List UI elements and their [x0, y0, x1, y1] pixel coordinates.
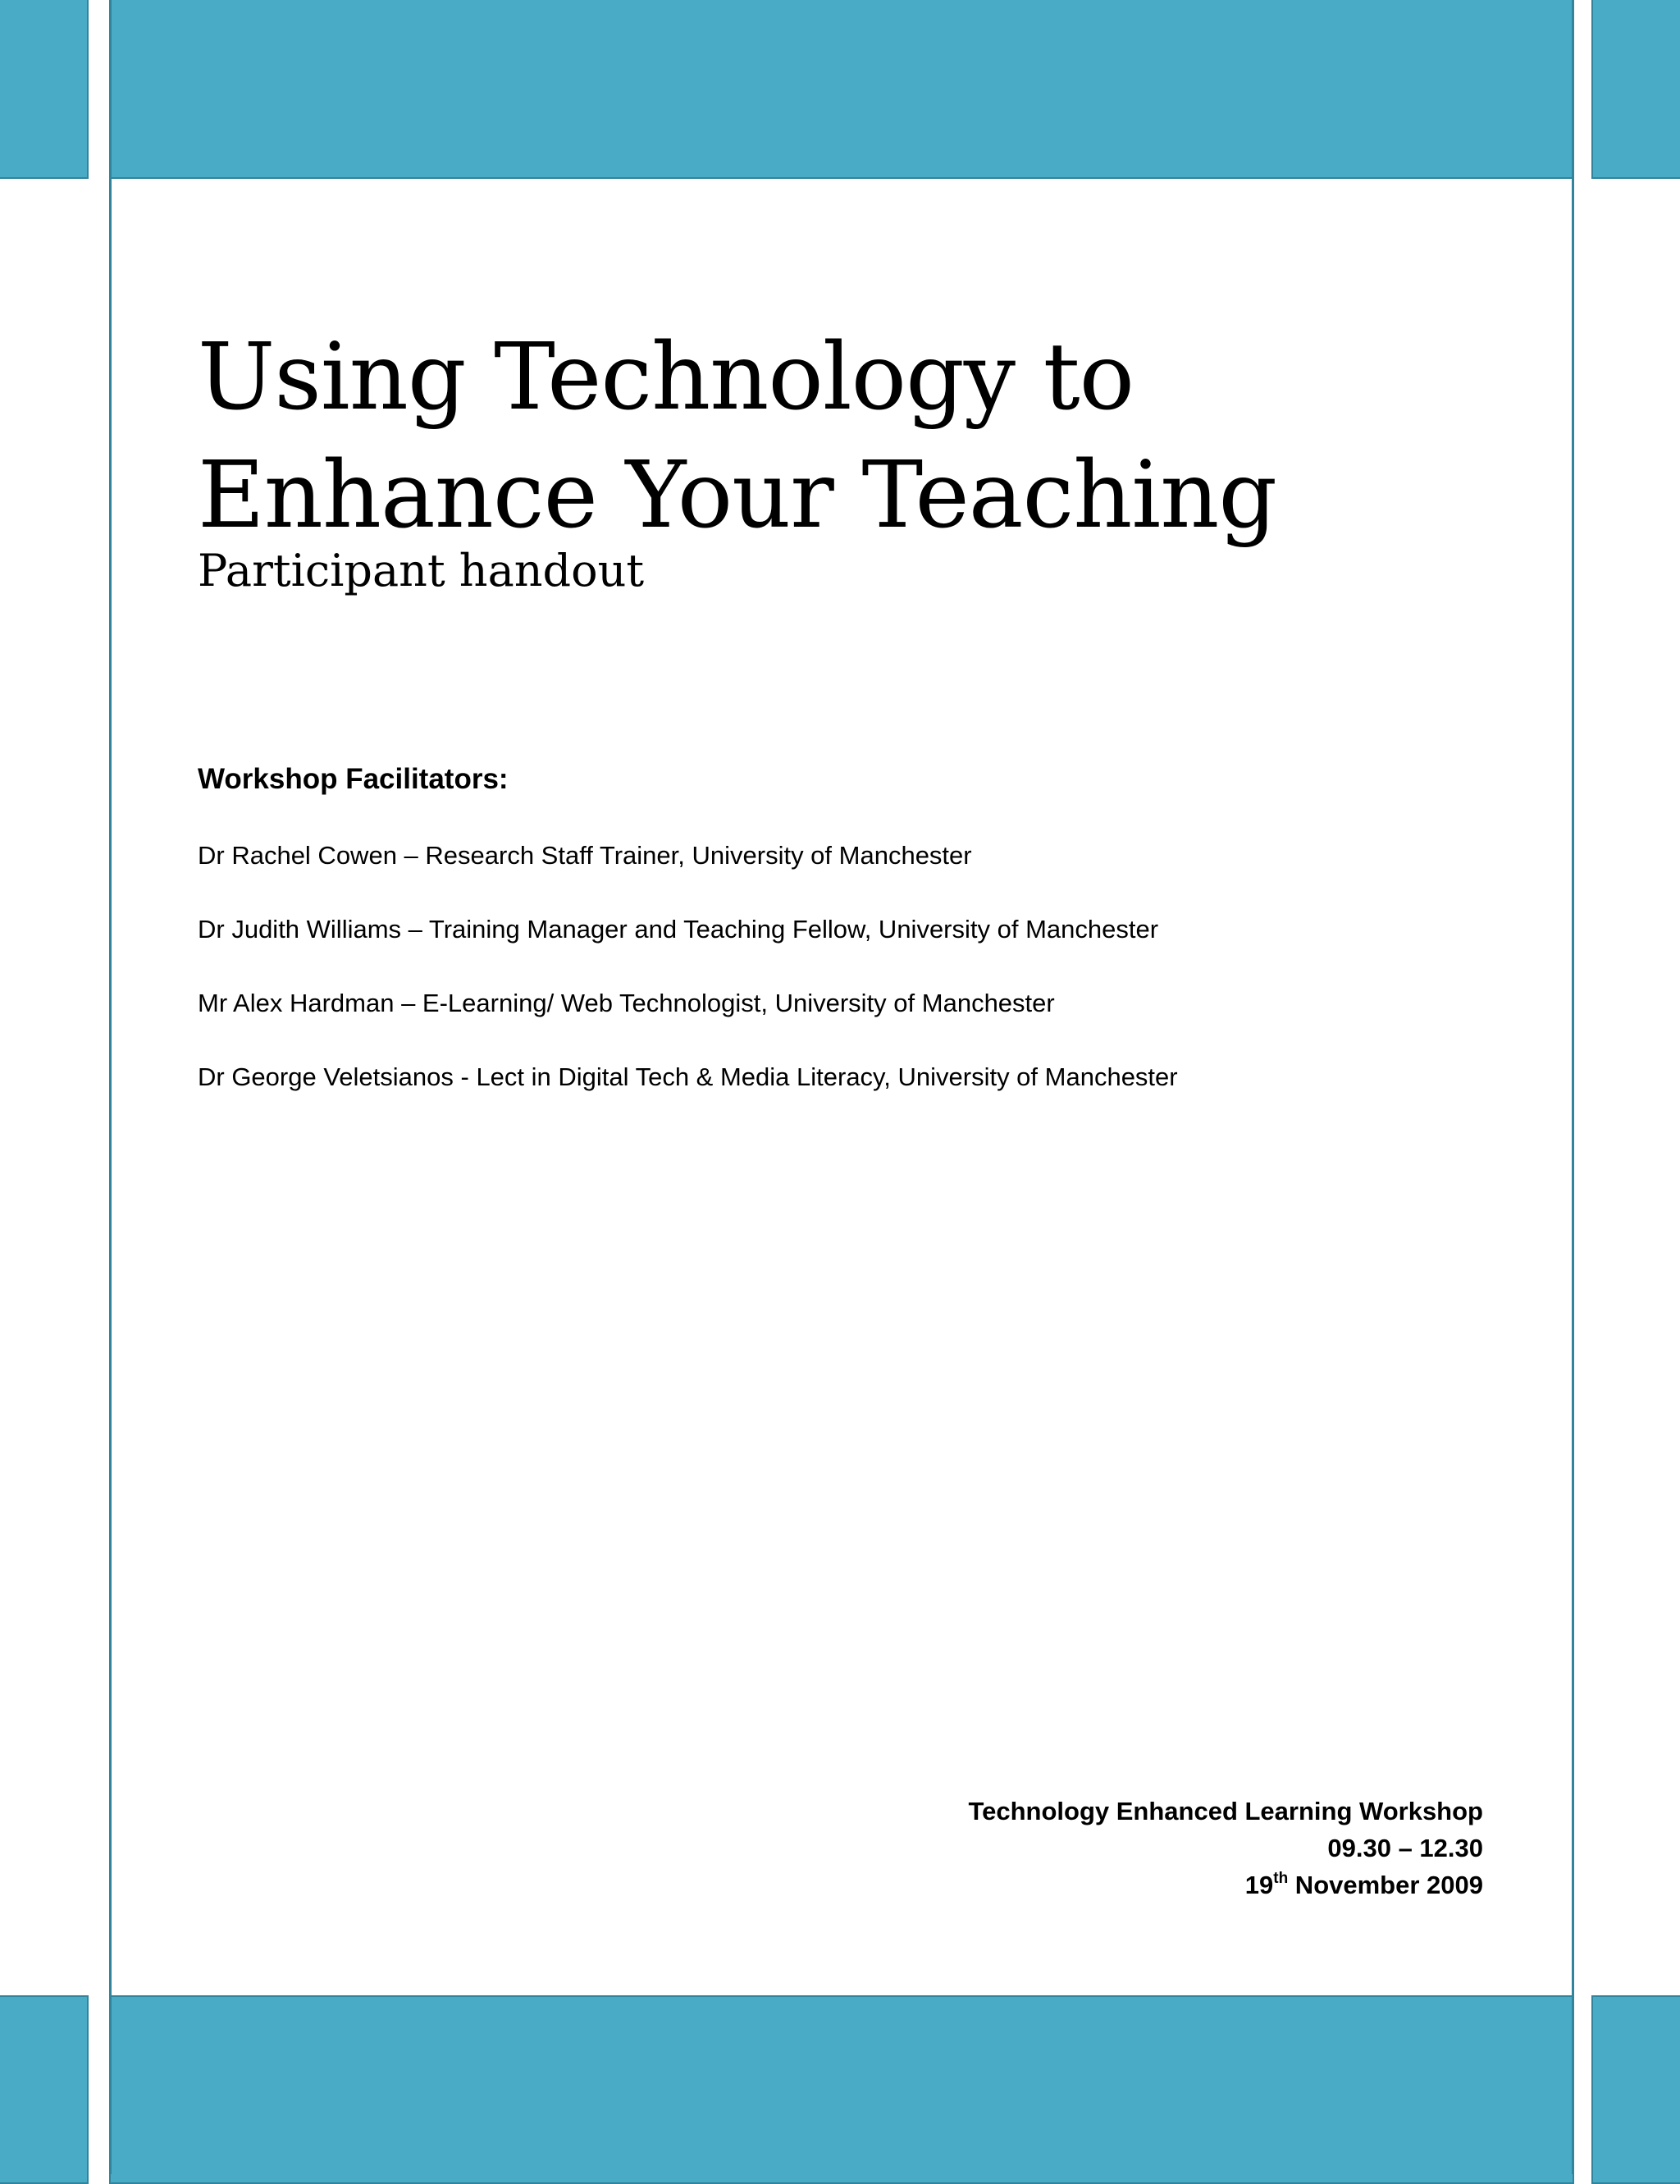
footer-band-right — [1591, 1995, 1680, 2184]
left-border-line — [109, 0, 112, 2174]
event-date-day: 19 — [1244, 1871, 1274, 1899]
header-band — [109, 0, 1574, 179]
facilitators-list — [198, 835, 1178, 1131]
event-time: 09.30 – 12.30 — [1327, 1834, 1483, 1862]
event-date-rest: November 2009 — [1288, 1871, 1483, 1899]
facilitators-heading: Workshop Facilitators: — [198, 763, 509, 795]
facilitator-item: Dr Judith Williams – Training Manager and Teaching Fellow, University of Manchester — [198, 915, 1159, 944]
facilitator-item: Mr Alex Hardman – E-Learning/ Web Technologist, University of Manchester — [198, 989, 1055, 1017]
header-band-left — [0, 0, 89, 179]
document-subtitle: Participant handout — [198, 545, 645, 596]
footer-band — [109, 1995, 1574, 2184]
event-name: Technology Enhanced Learning Workshop — [968, 1797, 1483, 1825]
facilitator-item: Dr Rachel Cowen – Research Staff Trainer, University of Manchester — [198, 841, 972, 870]
event-details — [968, 1793, 1483, 1903]
event-date — [968, 1866, 1483, 1903]
event-date-suffix: th — [1273, 1870, 1289, 1887]
header-band-right — [1591, 0, 1680, 179]
facilitator-item: Dr George Veletsianos - Lect in Digital Tech & Media Literacy, University of Manchester — [198, 1062, 1178, 1091]
right-border-line — [1572, 0, 1574, 2174]
footer-band-left — [0, 1995, 89, 2184]
document-title: Using Technology to Enhance Your Teaching — [198, 324, 1277, 549]
